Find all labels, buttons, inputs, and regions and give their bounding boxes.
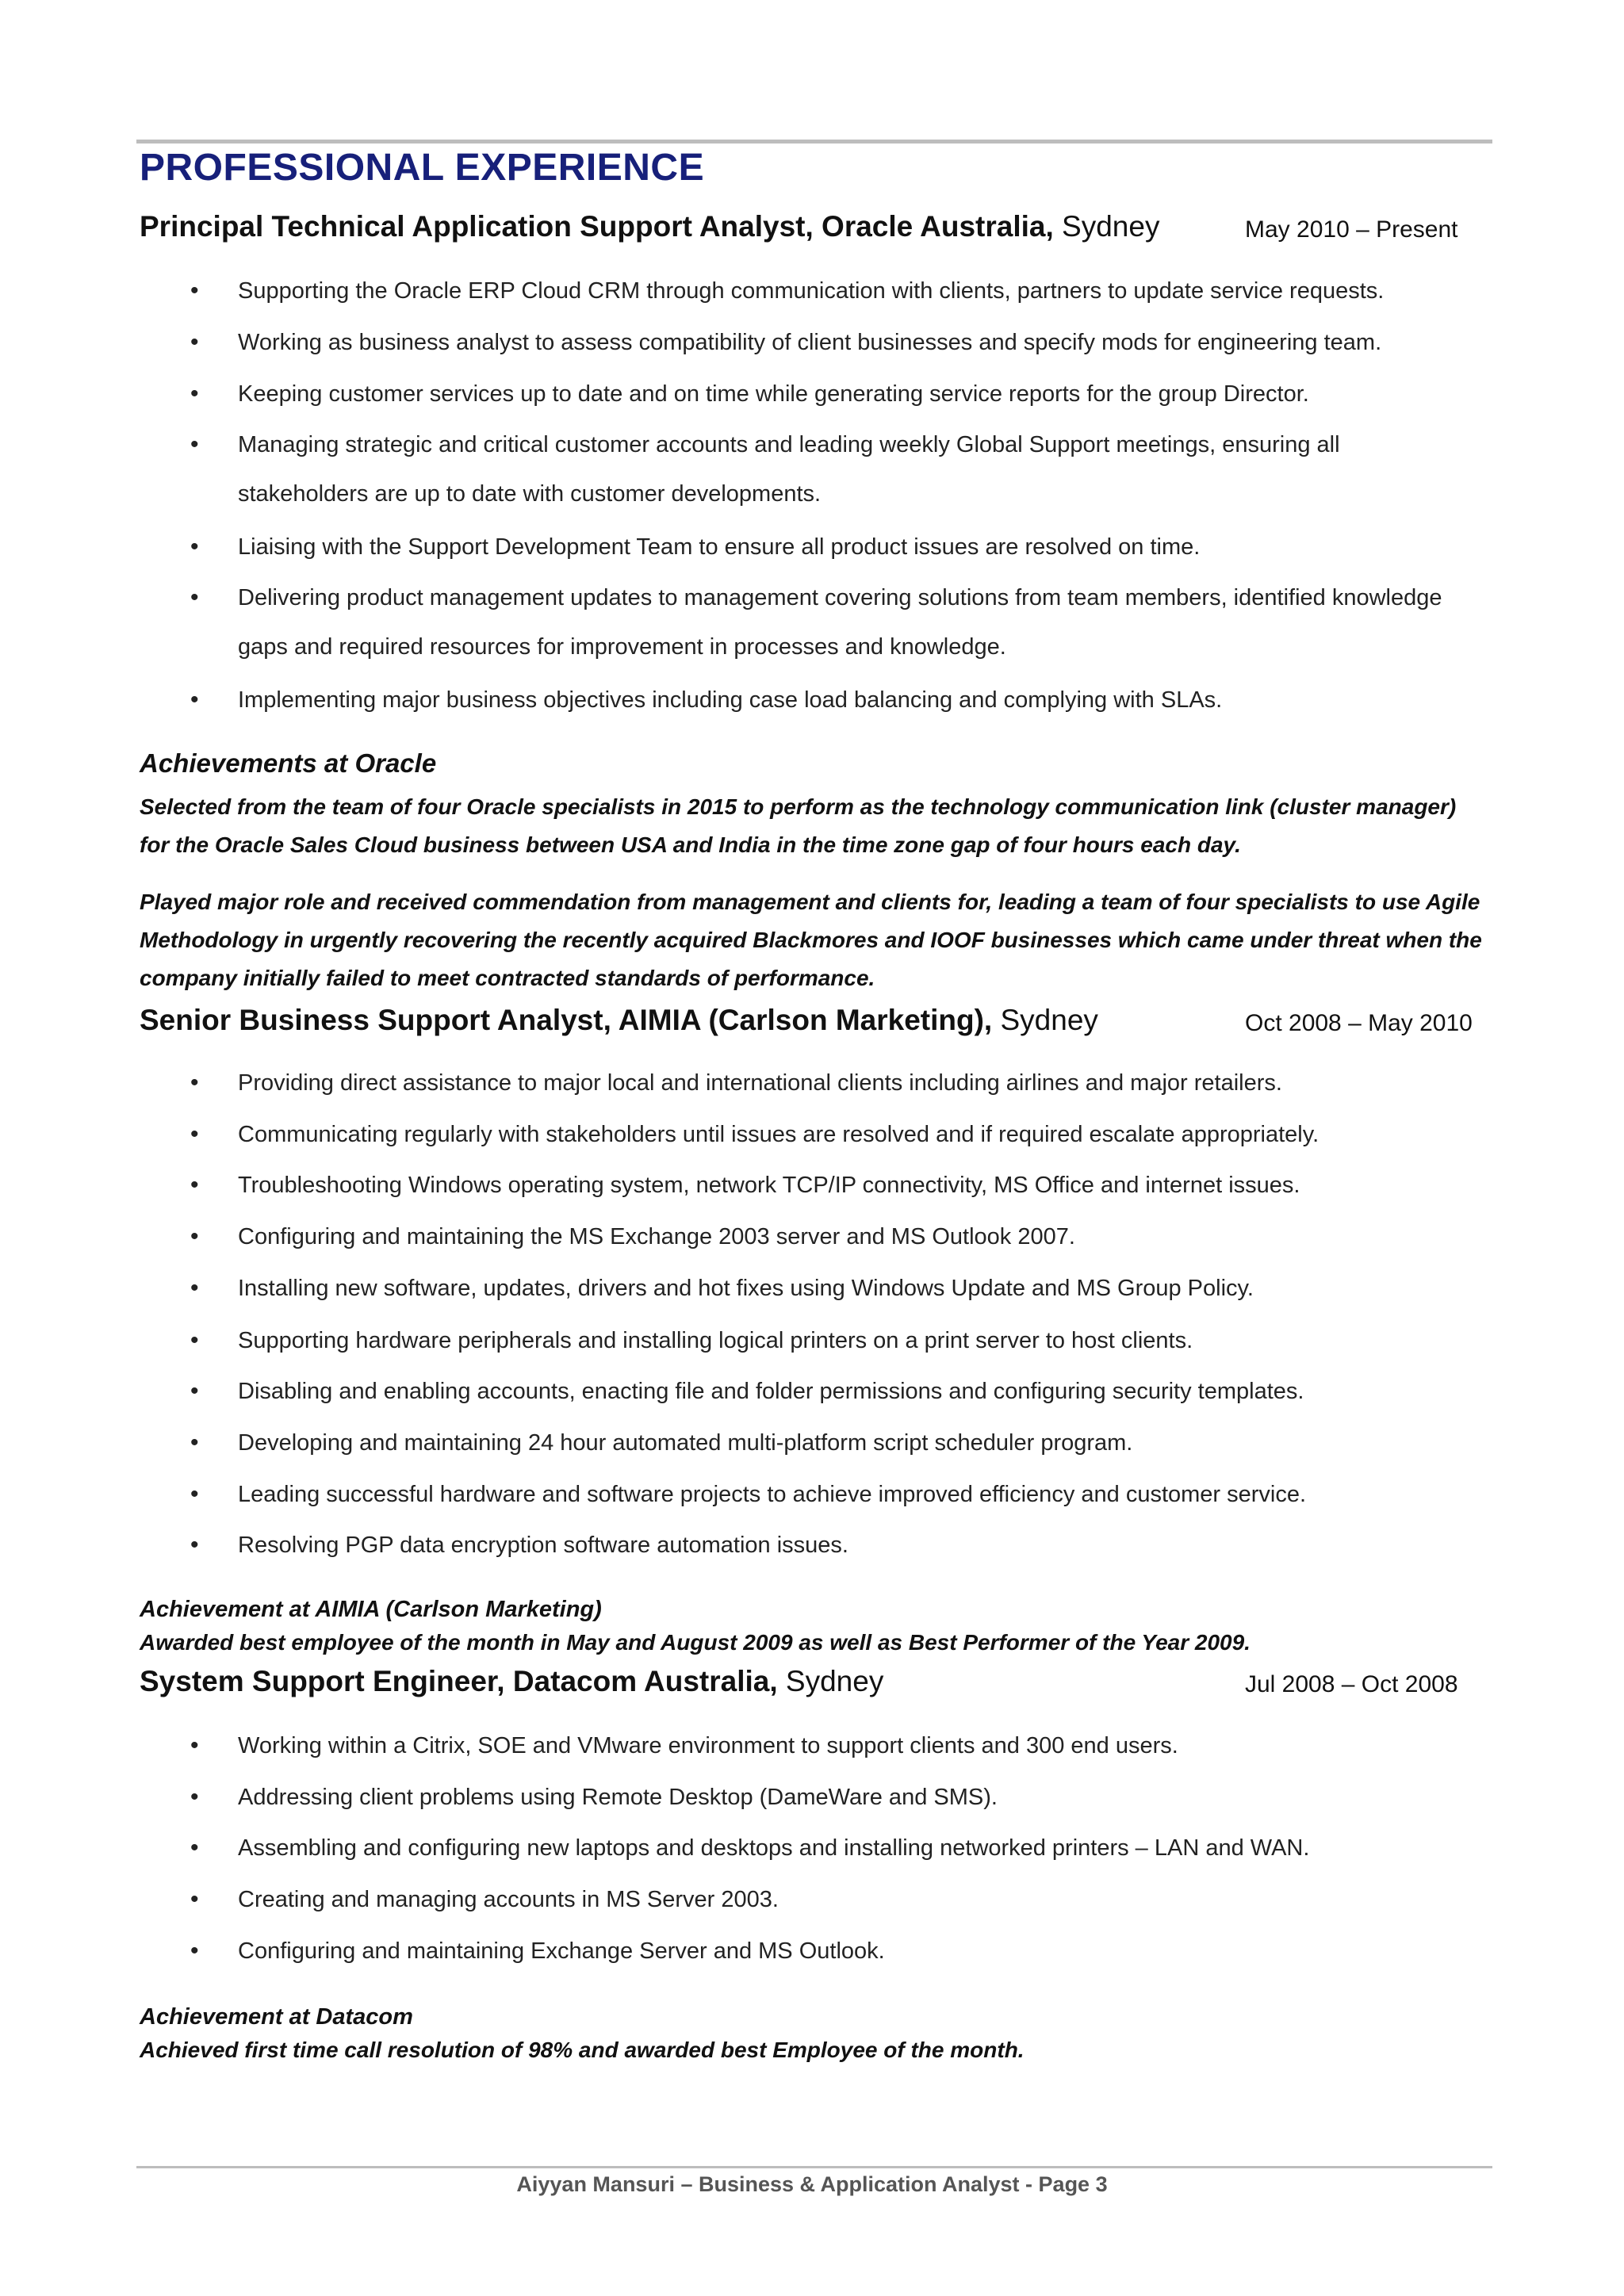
list-item: • Troubleshooting Windows operating system, network TCP/IP connectivity, MS Office and internet issues. xyxy=(238,1161,1491,1210)
bullet-icon: • xyxy=(190,687,199,713)
list-item: • Supporting hardware peripherals and installing logical printers on a print server to host clients. xyxy=(238,1316,1491,1365)
bullet-icon: • xyxy=(190,1835,199,1861)
bullet-icon: • xyxy=(190,1172,199,1198)
bullet-icon: • xyxy=(190,1070,199,1096)
list-item: • Liaising with the Support Development Team to ensure all product issues are resolved on time. xyxy=(238,522,1491,572)
bullet-icon: • xyxy=(190,1532,199,1558)
job-dates-datacom: Jul 2008 – Oct 2008 xyxy=(1245,1671,1458,1697)
list-item: • Keeping customer services up to date and on time while generating service reports for the group Director. xyxy=(238,369,1491,419)
page-footer: Aiyyan Mansuri – Business & Application Analyst - Page 3 xyxy=(516,2172,1108,2196)
top-divider xyxy=(136,140,1492,144)
job-location: Sydney xyxy=(992,1004,1098,1036)
list-item: • Disabling and enabling accounts, enacting file and folder permissions and configuring security templates. xyxy=(238,1367,1491,1416)
bullet-icon: • xyxy=(190,277,199,304)
bullet-icon: • xyxy=(190,1886,199,1912)
section-title: PROFESSIONAL EXPERIENCE xyxy=(140,147,705,189)
list-item: • Developing and maintaining 24 hour automated multi-platform script scheduler program. xyxy=(238,1418,1491,1468)
job-title-oracle xyxy=(140,210,1159,243)
list-item: • Communicating regularly with stakeholders until issues are resolved and if required escalate appropriately. xyxy=(238,1110,1491,1159)
bullet-icon: • xyxy=(190,1121,199,1147)
bullet-icon: • xyxy=(190,1378,199,1404)
list-item: • Supporting the Oracle ERP Cloud CRM through communication with clients, partners to update service requests. xyxy=(238,266,1491,316)
list-item: • Providing direct assistance to major local and international clients including airlines and major retailers. xyxy=(238,1058,1491,1108)
bullet-icon: • xyxy=(190,1327,199,1353)
list-item: • Addressing client problems using Remote Desktop (DameWare and SMS). xyxy=(238,1773,1491,1822)
list-item: • Implementing major business objectives including case load balancing and complying with SLAs. xyxy=(238,675,1491,725)
list-item: • Configuring and maintaining Exchange Server and MS Outlook. xyxy=(238,1927,1491,1976)
achievement-heading-datacom: Achievement at Datacom xyxy=(140,2004,413,2030)
job-title-aimia xyxy=(140,1004,1098,1037)
list-item: • Installing new software, updates, drivers and hot fixes using Windows Update and MS Group Policy. xyxy=(238,1264,1491,1313)
bullet-icon: • xyxy=(190,534,199,560)
job-title-datacom xyxy=(140,1665,883,1698)
list-item: • Working within a Citrix, SOE and VMware environment to support clients and 300 end users. xyxy=(238,1721,1491,1770)
list-item: • Working as business analyst to assess compatibility of client businesses and specify mods for engineering team. xyxy=(238,318,1491,367)
bullet-icon: • xyxy=(190,1429,199,1456)
achievement-heading-oracle: Achievements at Oracle xyxy=(140,748,437,778)
job-location: Sydney xyxy=(777,1665,884,1697)
achievement-text: Achieved first time call resolution of 98% and awarded best Employee of the month. xyxy=(140,2038,1025,2062)
list-item: • Assembling and configuring new laptops and desktops and installing networked printers – LAN and WAN. xyxy=(238,1823,1491,1873)
list-item: • Delivering product management updates to management covering solutions from team members, identified knowledge gaps and required resources for improvement in processes and knowledge. xyxy=(238,573,1475,672)
bullet-icon: • xyxy=(190,431,199,457)
bullet-icon: • xyxy=(190,584,199,610)
bullet-icon: • xyxy=(190,1275,199,1301)
bullet-icon: • xyxy=(190,1938,199,1964)
achievement-heading-aimia: Achievement at AIMIA (Carlson Marketing) xyxy=(140,1597,602,1622)
job-role: Senior Business Support Analyst, AIMIA (Carlson Marketing), xyxy=(140,1004,993,1036)
list-item: • Creating and managing accounts in MS Server 2003. xyxy=(238,1875,1491,1924)
job-dates-oracle: May 2010 – Present xyxy=(1245,216,1458,243)
job-role: System Support Engineer, Datacom Australia, xyxy=(140,1665,778,1697)
achievement-text: Awarded best employee of the month in May and August 2009 as well as Best Performer of the Year 2009. xyxy=(140,1630,1251,1655)
bullet-icon: • xyxy=(190,329,199,355)
job-location: Sydney xyxy=(1053,210,1160,243)
bullet-icon: • xyxy=(190,1732,199,1758)
bullet-icon: • xyxy=(190,1784,199,1810)
list-item: • Leading successful hardware and software projects to achieve improved efficiency and customer service. xyxy=(238,1470,1491,1519)
achievement-text: Played major role and received commendation from management and clients for, leading a team of four specialists to use Agile Methodology in urgently recovering the recently acquired Blackmores and IOOF businesses which came under threat when the company initially failed to meet contracted standards of performance. xyxy=(140,890,1482,990)
list-item: • Resolving PGP data encryption software automation issues. xyxy=(238,1521,1491,1570)
bullet-icon: • xyxy=(190,1481,199,1507)
job-role: Principal Technical Application Support Analyst, Oracle Australia, xyxy=(140,210,1054,243)
list-item: • Managing strategic and critical customer accounts and leading weekly Global Support meetings, ensuring all stakeholders are up to date with customer developments. xyxy=(238,420,1475,519)
bullet-icon: • xyxy=(190,1223,199,1249)
bottom-divider xyxy=(136,2166,1492,2168)
list-item: • Configuring and maintaining the MS Exchange 2003 server and MS Outlook 2007. xyxy=(238,1212,1491,1261)
bullet-icon: • xyxy=(190,381,199,407)
job-dates-aimia: Oct 2008 – May 2010 xyxy=(1245,1010,1473,1036)
achievement-text: Selected from the team of four Oracle specialists in 2015 to perform as the technology communication link (cluster manager) for the Oracle Sales Cloud business between USA and India in the time zone gap of four hours each day. xyxy=(140,794,1457,857)
